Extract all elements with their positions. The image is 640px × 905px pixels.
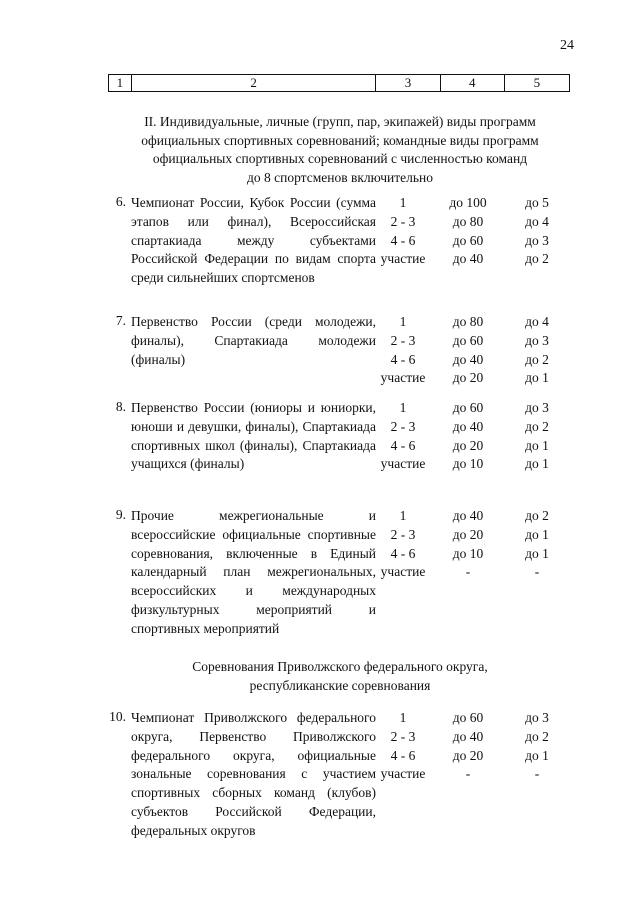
entry-places: [375, 399, 431, 474]
place-cell: участие: [380, 564, 426, 580]
entry-col5: [509, 399, 565, 474]
entry-places: [375, 313, 431, 388]
place-cell: 2 - 3: [390, 728, 416, 744]
col4-cell: -: [465, 564, 471, 580]
col4-cell: до 80: [452, 314, 484, 329]
entry-description: Чемпионат Приволжского федерального округа, Первенство Приволжского федерального округа, официальные зональные соревнования с участием спортивных сборных команд (клубов) субъектов Российской Федерации, федеральных округов: [131, 710, 376, 838]
col5-cell: до 3: [525, 332, 549, 348]
col4-cell: до 60: [452, 710, 484, 725]
entry-description: Первенство России (юниоры и юниорки, юноши и девушки, финалы), Спартакиада спортивных школ (финалы), Спартакиада учащихся (финалы): [131, 400, 376, 472]
subsection-title-line: Соревнования Приволжского федерального округа,: [192, 659, 488, 674]
place-cell: 4 - 6: [390, 545, 416, 561]
entry-col4: [440, 399, 496, 474]
section-title-line: II. Индивидуальные, личные (групп, пар, экипажей) виды программ: [144, 114, 536, 129]
place-cell: 2 - 3: [390, 418, 416, 434]
col5-cell: до 2: [525, 251, 549, 267]
col5-cell: до 4: [525, 314, 549, 329]
col5-cell: до 3: [525, 710, 549, 725]
place-cell: 4 - 6: [390, 437, 416, 453]
col5-cell: до 4: [525, 213, 549, 229]
col5-cell: до 1: [525, 437, 549, 453]
col4-cell: до 20: [452, 526, 484, 542]
header-col-3: 3: [376, 75, 440, 92]
entry-number: 10.: [109, 709, 126, 724]
col4-cell: -: [465, 766, 471, 782]
section-title: [100, 113, 580, 187]
place-cell: 1: [399, 508, 407, 523]
section-title-line: официальных спортивных соревнований с численностью команд: [152, 151, 528, 166]
place-cell: участие: [380, 370, 426, 386]
entry-description: Первенство России (среди молодежи, финалы), Спартакиада молодежи (финалы): [131, 314, 376, 367]
place-cell: 4 - 6: [390, 747, 416, 763]
entry-col4: [440, 313, 496, 388]
col4-cell: до 60: [452, 232, 484, 248]
col4-cell: до 20: [452, 370, 484, 386]
col4-cell: до 40: [452, 251, 484, 267]
col5-cell: до 1: [525, 456, 549, 472]
col5-cell: до 2: [525, 418, 549, 434]
col4-cell: до 40: [452, 508, 484, 523]
entry-col5: [509, 709, 565, 784]
col5-cell: до 2: [525, 351, 549, 367]
col4-cell: до 40: [452, 418, 484, 434]
place-cell: 1: [399, 314, 407, 329]
entry-col4: [440, 507, 496, 582]
header-col-1: 1: [109, 75, 132, 92]
col4-cell: до 100: [449, 195, 487, 210]
col5-cell: до 5: [525, 195, 549, 210]
entry-places: [375, 507, 431, 582]
section-title-line: до 8 спортсменов включительно: [247, 169, 433, 185]
entry-col5: [509, 313, 565, 388]
col5-cell: до 1: [525, 370, 549, 386]
entry-description: Прочие межрегиональные и всероссийские официальные спортивные соревнования, включенные в Единый календарный план межрегиональных, всероссийских и международных физкультурных мероприятий и спортивных мероприятий: [131, 508, 376, 636]
col4-cell: до 10: [452, 545, 484, 561]
place-cell: участие: [380, 766, 426, 782]
entry-col5: [509, 507, 565, 582]
col4-cell: до 80: [452, 213, 484, 229]
col5-cell: -: [534, 766, 540, 782]
entry-description: Чемпионат России, Кубок России (сумма этапов или финал), Всероссийская спартакиада между субъектами Российской Федерации по видам спорта среди сильнейших спортсменов: [131, 195, 376, 286]
col5-cell: до 1: [525, 545, 549, 561]
col4-cell: до 60: [452, 400, 484, 415]
place-cell: участие: [380, 251, 426, 267]
entry-col4: [440, 709, 496, 784]
place-cell: 2 - 3: [390, 526, 416, 542]
col5-cell: -: [534, 564, 540, 580]
col4-cell: до 20: [452, 437, 484, 453]
entry-places: [375, 194, 431, 269]
entry-number: 8.: [115, 399, 126, 414]
col5-cell: до 1: [525, 747, 549, 763]
entry-number: 6.: [115, 194, 126, 209]
col4-cell: до 10: [452, 456, 484, 472]
entry-number: 9.: [115, 507, 126, 522]
place-cell: 2 - 3: [390, 213, 416, 229]
entry-number: 7.: [115, 313, 126, 328]
page-number: 24: [560, 38, 574, 53]
col4-cell: до 40: [452, 351, 484, 367]
col4-cell: до 60: [452, 332, 484, 348]
place-cell: 2 - 3: [390, 332, 416, 348]
col5-cell: до 2: [525, 728, 549, 744]
entry-col4: [440, 194, 496, 269]
entry-places: [375, 709, 431, 784]
header-col-4: 4: [440, 75, 504, 92]
place-cell: 4 - 6: [390, 351, 416, 367]
subsection-title: [100, 658, 580, 695]
header-col-2: 2: [131, 75, 376, 92]
col4-cell: до 40: [452, 728, 484, 744]
col5-cell: до 1: [525, 526, 549, 542]
section-title-line: официальных спортивных соревнований; командные виды программ: [141, 132, 539, 148]
place-cell: 4 - 6: [390, 232, 416, 248]
col5-cell: до 3: [525, 400, 549, 415]
col5-cell: до 2: [525, 508, 549, 523]
column-number-header: [108, 74, 570, 92]
col5-cell: до 3: [525, 232, 549, 248]
place-cell: 1: [399, 400, 407, 415]
subsection-title-line: республиканские соревнования: [249, 677, 431, 693]
col4-cell: до 20: [452, 747, 484, 763]
place-cell: участие: [380, 456, 426, 472]
place-cell: 1: [399, 195, 407, 210]
entry-col5: [509, 194, 565, 269]
place-cell: 1: [399, 710, 407, 725]
header-col-5: 5: [504, 75, 569, 92]
